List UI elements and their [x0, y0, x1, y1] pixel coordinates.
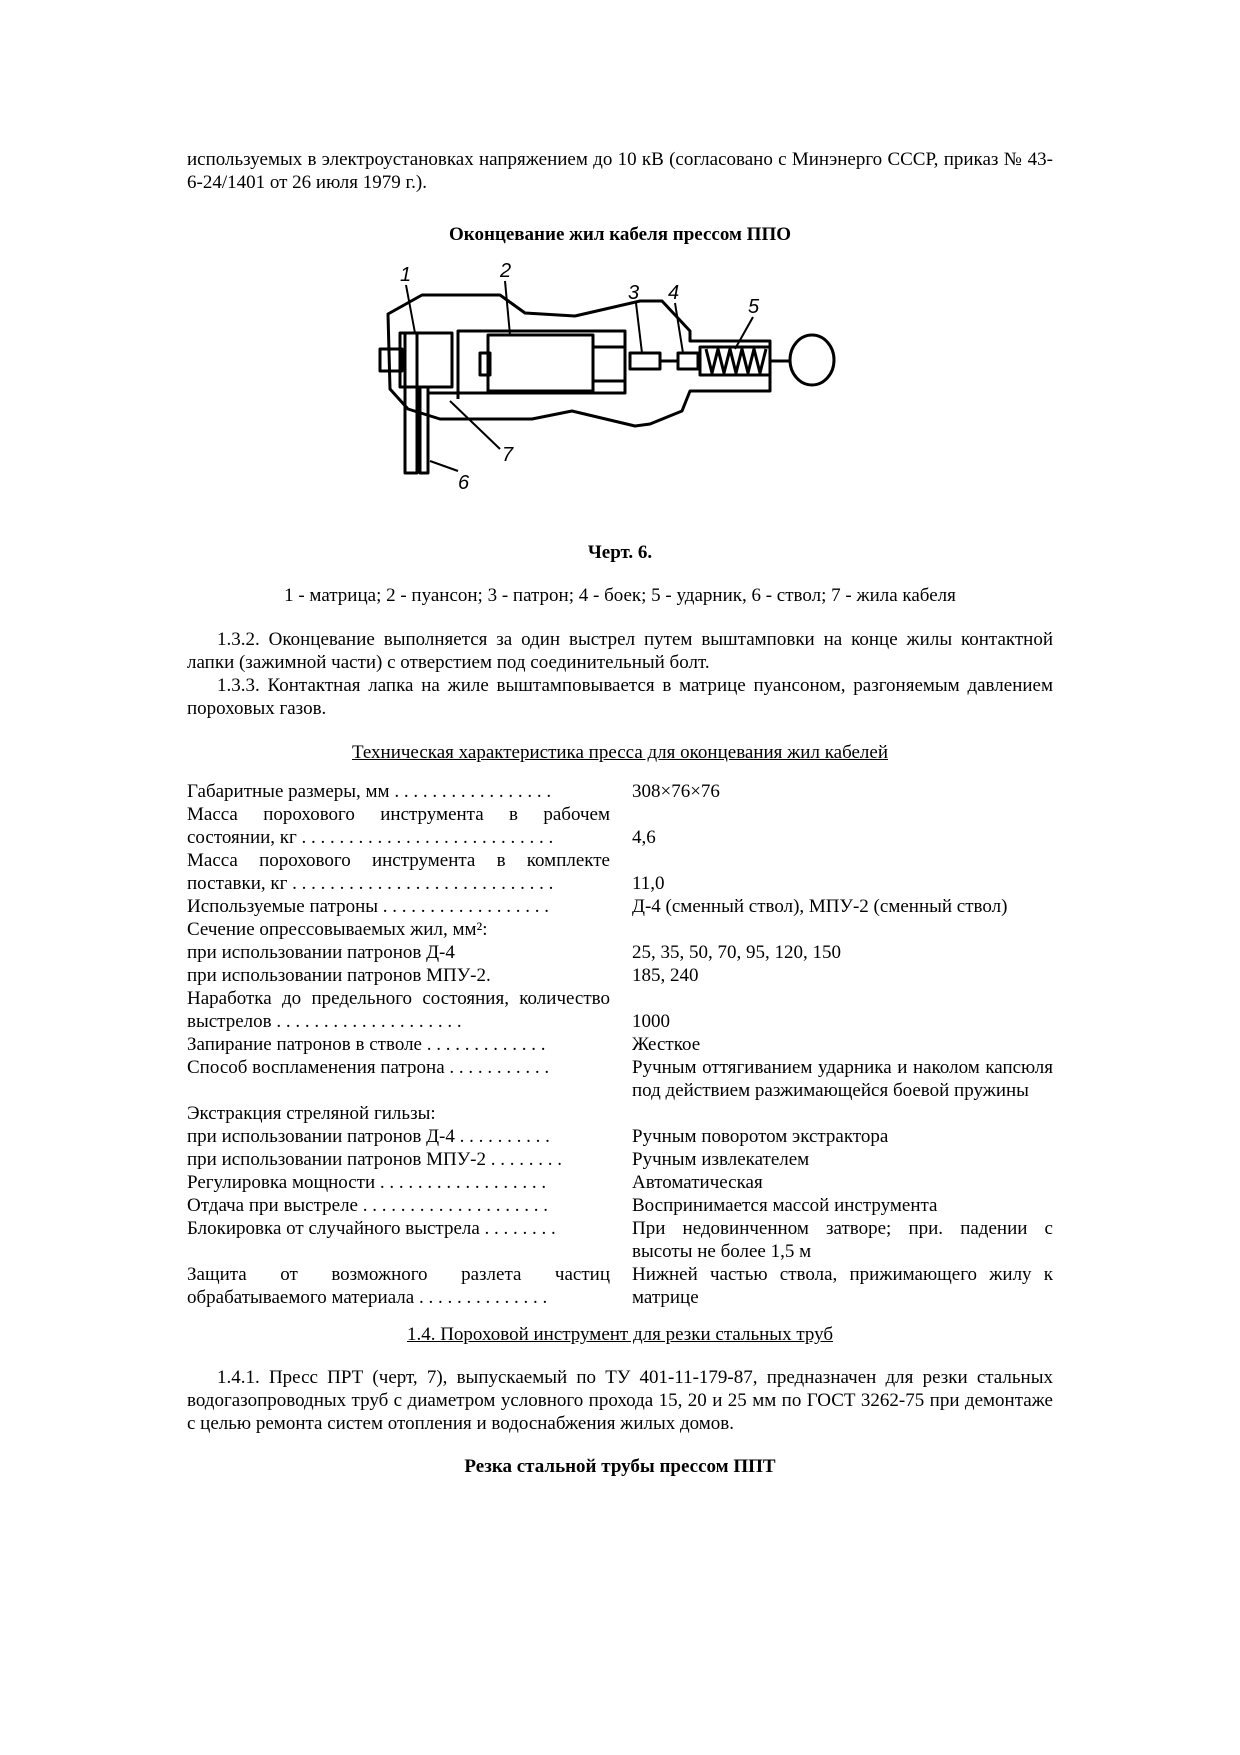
spec-label: Масса порохового инструмента в комплекте поставки, кг . . . . . . . . . . . . . . . . . . . . . . . . . . . . — [187, 850, 610, 894]
spec-label: Запирание патронов в стволе . . . . . . . . . . . . . — [187, 1034, 546, 1055]
press-ppo-drawing — [350, 261, 890, 521]
cartridge-part — [630, 353, 660, 369]
spec-value: 308×76×76 — [632, 781, 720, 802]
label-4: 4 — [668, 282, 680, 304]
spec-value: Ручным извлекателем — [632, 1149, 810, 1170]
section-subtitle-prt: Резка стальной трубы прессом ППТ — [464, 1456, 776, 1477]
spec-row — [187, 849, 1053, 895]
spec-row — [187, 941, 1053, 964]
intro-paragraph: используемых в электроустановках напряжением до 10 кВ (согласовано с Минэнерго СССР, приказ № 43-6-24/1401 от 26 июля 1979 г.). — [187, 149, 1053, 193]
spec-label: при использовании патронов Д-4 . . . . . . . . . . — [187, 1126, 550, 1147]
spec-value: Д-4 (сменный ствол), МПУ-2 (сменный ствол) — [632, 896, 1008, 917]
spec-row — [187, 1125, 1053, 1148]
spec-label: Наработка до предельного состояния, количество выстрелов . . . . . . . . . . . . . . . . . . . . — [187, 988, 610, 1032]
section-title-ppo: Оконцевание жил кабеля прессом ППО — [448, 224, 792, 245]
bore-outline — [458, 331, 625, 399]
spec-value: Ручным оттягиванием ударника и наколом капсюля под действием разжимающейся боевой пружины — [632, 1057, 1053, 1101]
spec-value: Автоматическая — [632, 1172, 763, 1193]
paragraph-1-3-2: 1.3.2. Оконцевание выполняется за один выстрел путем выштамповки на конце жилы контактной лапки (зажимной части) с отверстием под соединительный болт. — [187, 629, 1053, 673]
spring-coil — [706, 349, 766, 373]
spec-label: при использовании патронов МПУ-2 . . . . . . . . — [187, 1149, 562, 1170]
spec-label: Отдача при выстреле . . . . . . . . . . . . . . . . . . . . — [187, 1195, 548, 1216]
spec-value: Воспринимается массой инструмента — [632, 1195, 938, 1216]
spec-row — [187, 1194, 1053, 1217]
spec-label: Используемые патроны . . . . . . . . . . . . . . . . . . — [187, 896, 550, 917]
spec-label: при использовании патронов Д-4 — [187, 942, 455, 963]
handle-knob — [790, 335, 834, 385]
spec-label: Масса порохового инструмента в рабочем состоянии, кг . . . . . . . . . . . . . . . . . . . . . . . . . . . — [187, 804, 610, 848]
press-body-outline — [388, 295, 770, 426]
spec-value — [632, 918, 1053, 941]
barrel-plate — [405, 333, 417, 473]
label-7: 7 — [502, 444, 514, 466]
spec-label: Габаритные размеры, мм . . . . . . . . . . . . . . . . . — [187, 781, 552, 802]
spec-value: Ручным поворотом экстрактора — [632, 1126, 889, 1147]
spec-value: 185, 240 — [632, 965, 699, 986]
spec-label: при использовании патронов МПУ-2. — [187, 965, 491, 986]
spec-value: 25, 35, 50, 70, 95, 120, 150 — [632, 942, 841, 963]
spec-value: Жесткое — [632, 1034, 701, 1055]
figure-caption: Черт. 6. — [587, 542, 653, 563]
spec-row — [187, 1148, 1053, 1171]
label-5: 5 — [748, 296, 760, 318]
spec-label: Регулировка мощности . . . . . . . . . . . . . . . . . . — [187, 1172, 547, 1193]
spec-row — [187, 1102, 1053, 1125]
label-6: 6 — [458, 472, 470, 494]
document-page — [187, 148, 1053, 1478]
spec-row — [187, 1263, 1053, 1309]
spec-label: Защита от возможного разлета частиц обрабатываемого материала . . . . . . . . . . . . . . — [187, 1264, 610, 1308]
spec-title: Техническая характеристика пресса для оконцевания жил кабелей — [351, 742, 889, 763]
spec-row — [187, 987, 1053, 1033]
spec-label: Экстракция стреляной гильзы: — [187, 1103, 436, 1124]
label-2: 2 — [500, 261, 512, 282]
label-1: 1 — [400, 264, 412, 286]
figure-legend: 1 - матрица; 2 - пуансон; 3 - патрон; 4 - боек; 5 - ударник, 6 - ствол; 7 - жила кабеля — [284, 585, 956, 606]
spec-row — [187, 1217, 1053, 1263]
spec-row — [187, 1056, 1053, 1102]
spec-row — [187, 1033, 1053, 1056]
label-3: 3 — [628, 282, 640, 304]
spec-row — [187, 803, 1053, 849]
spec-value: 11,0 — [632, 873, 665, 894]
matrix-part — [400, 333, 452, 387]
spec-value: 4,6 — [632, 827, 656, 848]
spec-row — [187, 918, 1053, 941]
spec-value: 1000 — [632, 1011, 670, 1032]
spec-label: Способ воспламенения патрона . . . . . . . . . . . — [187, 1057, 550, 1078]
spec-value: Нижней частью ствола, прижимающего жилу к матрице — [632, 1264, 1053, 1308]
spec-table — [187, 780, 1053, 1309]
cable-core — [420, 387, 428, 473]
spec-row — [187, 964, 1053, 987]
spec-value: При недовинченном затворе; при. падении с высоты не более 1,5 м — [632, 1218, 1053, 1262]
punch-part — [488, 335, 593, 391]
spec-row — [187, 895, 1053, 918]
spec-value — [632, 1102, 1053, 1125]
paragraph-1-4-1: 1.4.1. Пресс ПРТ (черт, 7), выпускаемый по ТУ 401-11-179-87, предназначен для резки стальных водогазопроводных труб с диаметром условного прохода 15, 20 и 25 мм по ГОСТ 3262-75 при демонтаже с целью ремонта систем отопления и водоснабжения жилых домов. — [187, 1367, 1053, 1434]
spec-label: Сечение опрессовываемых жил, мм²: — [187, 919, 488, 940]
spec-label: Блокировка от случайного выстрела . . . . . . . . — [187, 1218, 556, 1239]
spec-row — [187, 780, 1053, 803]
paragraph-1-3-3: 1.3.3. Контактная лапка на жиле выштамповывается в матрице пуансоном, разгоняемым давлением пороховых газов. — [187, 675, 1053, 719]
section-title-pipe-cutting: 1.4. Пороховой инструмент для резки стальных труб — [406, 1324, 834, 1345]
spec-row — [187, 1171, 1053, 1194]
